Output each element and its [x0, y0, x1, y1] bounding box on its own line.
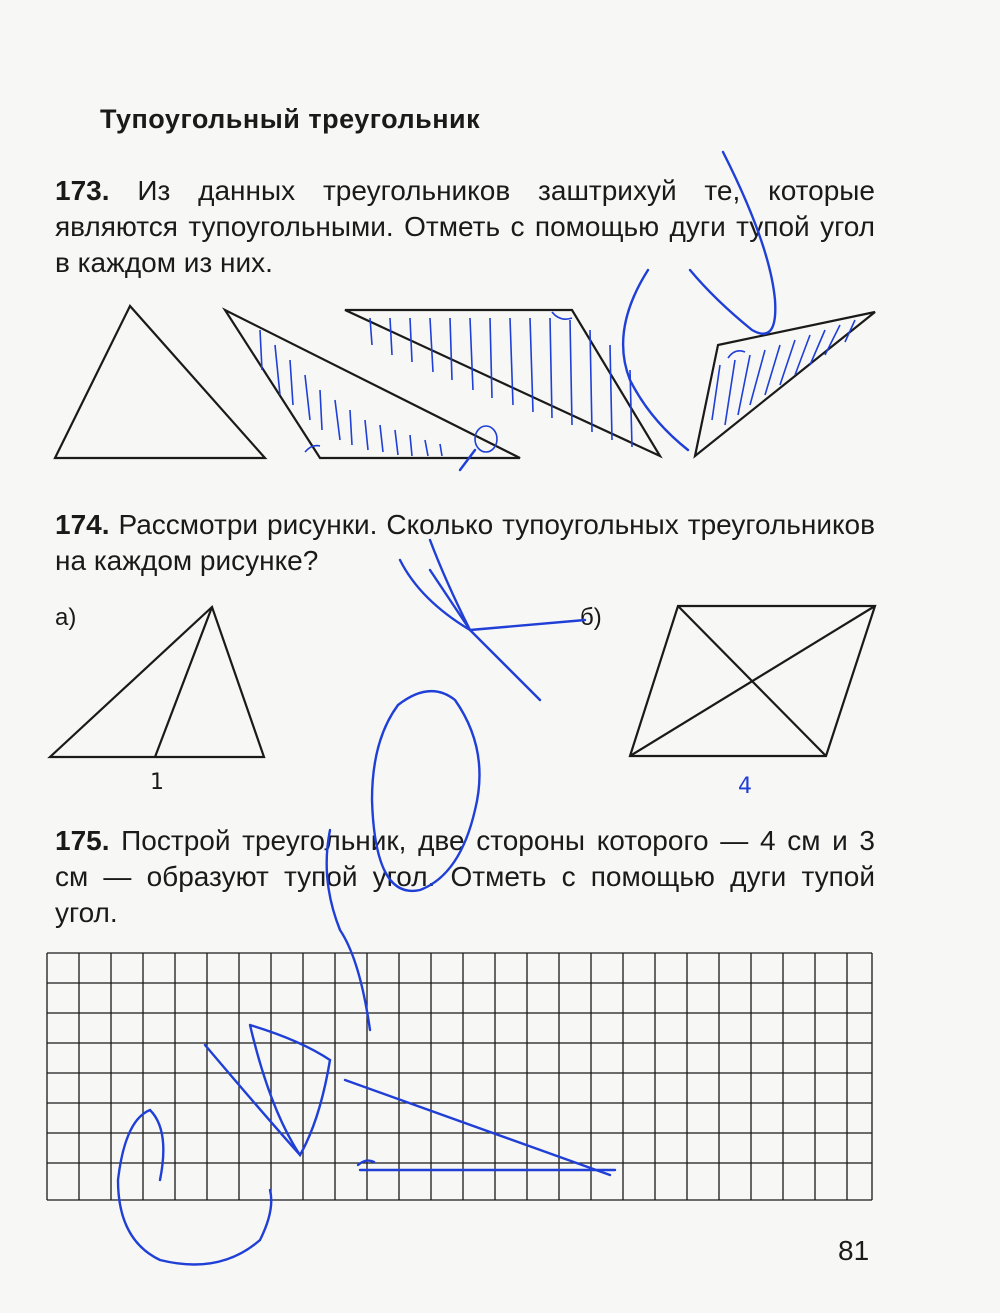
- acute-triangle: [55, 306, 265, 458]
- figure-a-cevian: [155, 607, 212, 757]
- obtuse-arc-1: [305, 446, 320, 452]
- page-number: 81: [838, 1235, 870, 1266]
- figure-b-label: б): [580, 604, 602, 631]
- answer-a: 1: [150, 770, 164, 795]
- task-173-text: Из данных треугольников заштрихуй те, которые являются тупоугольными. Отметь с помощью дуги тупой угол в каждом из них.: [55, 175, 875, 278]
- task-174-figures: [50, 606, 875, 757]
- construction-grid: [47, 953, 872, 1200]
- page-title: Тупоугольный треугольник: [100, 104, 481, 134]
- pen-scribbles: [118, 152, 775, 1265]
- task-175-number: 175.: [55, 825, 110, 856]
- figure-b-diagonal-2: [630, 606, 875, 756]
- figure-a-triangle: [50, 607, 264, 757]
- task-174-number: 174.: [55, 509, 110, 540]
- answer-b: 4: [738, 774, 752, 799]
- obtuse-arc-3: [728, 351, 745, 358]
- task-175-text: Построй треугольник, две стороны которого — 4 см и 3 см — образуют тупой угол. Отметь с помощью дуги тупой угол.: [55, 825, 875, 928]
- task-173-number: 173.: [55, 175, 110, 206]
- task-174-text: Рассмотри рисунки. Сколько тупоугольных треугольников на каждом рисунке?: [55, 509, 875, 576]
- obtuse-arc-2: [552, 312, 572, 319]
- circled-vertex: [475, 426, 497, 452]
- obtuse-triangle-2: [345, 310, 660, 456]
- figure-a-label: а): [55, 604, 77, 631]
